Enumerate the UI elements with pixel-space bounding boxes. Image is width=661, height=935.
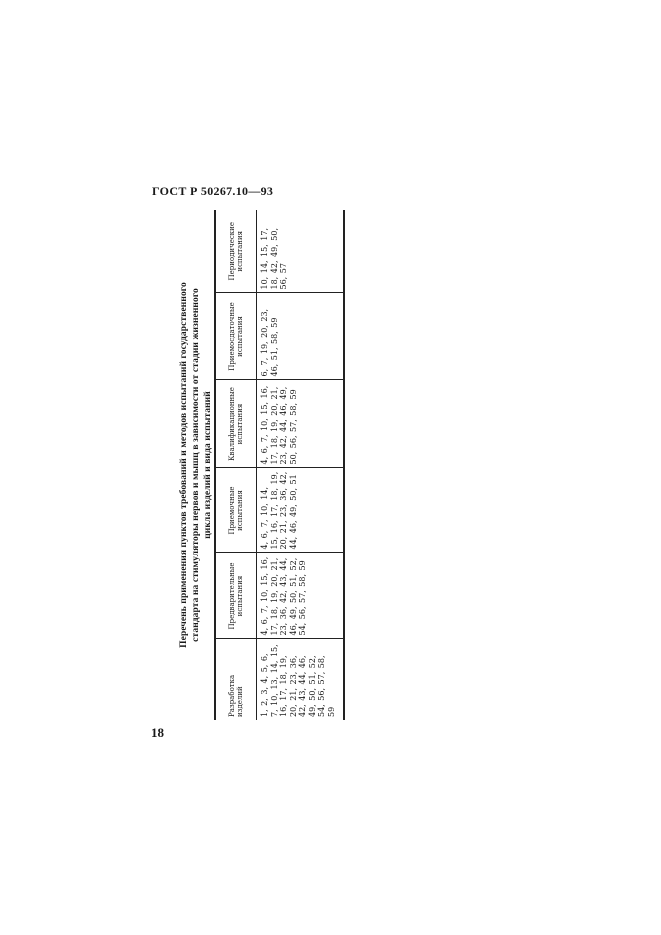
table-cell-qualification-tests: 4, 6, 7, 10, 15, 16, 17, 18, 19, 20, 21, 23, 42, 44, 46, 49, 50, 56, 57, 58, 59 (257, 380, 345, 468)
table-cell-acceptance-tests: 4, 6, 7, 10, 14, 15, 16, 17, 18, 19, 20, 21, 23, 36, 42, 44, 46, 49, 50, 51 (257, 468, 345, 553)
table-cell-periodic-tests: 10, 14, 15, 17, 18, 42, 49, 50, 56, 57 (257, 210, 345, 293)
column-header-delivery-tests: Приемосдаточные испытания (215, 293, 257, 380)
table-cell-development: 1, 2, 3, 4, 5, 6, 7, 10, 13, 14, 15, 16, 17, 18, 19, 20, 21, 23, 36, 42, 43, 44, 46, 49, 50, 51, 52, 54, 56, 57, 58, 59 (257, 639, 345, 720)
table-title (178, 210, 212, 720)
table-cell-delivery-tests: 6, 7, 19, 20, 23, 46, 51, 58, 59 (257, 293, 345, 380)
column-header-periodic-tests: Периодические испытания (215, 210, 257, 293)
rotated-content (178, 210, 336, 720)
title-line-1: Перечень применения пунктов требований и методов испытаний государственного (179, 282, 189, 648)
table-cell-preliminary-tests: 4, 6, 7, 10, 15, 16, 17, 18, 19, 20, 21, 23, 36, 42, 43, 44, 46, 49, 50, 51, 52, 54, 56, 57, 58, 59 (257, 553, 345, 639)
title-line-2: стандарта на стимуляторы нервов и мышц в зависимости от стадии жизненного (191, 288, 201, 642)
table-row (257, 210, 345, 720)
column-header-acceptance-tests: Приемочные испытания (215, 468, 257, 553)
column-header-development: Разработка изделий (215, 639, 257, 720)
title-line-3: цикла изделий и вида испытаний (203, 391, 213, 539)
page-number: 18 (151, 725, 164, 740)
test-matrix-table (214, 210, 345, 720)
column-header-qualification-tests: Квалификационные испытания (215, 380, 257, 468)
document-header: ГОСТ Р 50267.10—93 (152, 184, 274, 198)
column-header-preliminary-tests: Предварительные испытания (215, 553, 257, 639)
table-header-row (215, 210, 257, 720)
